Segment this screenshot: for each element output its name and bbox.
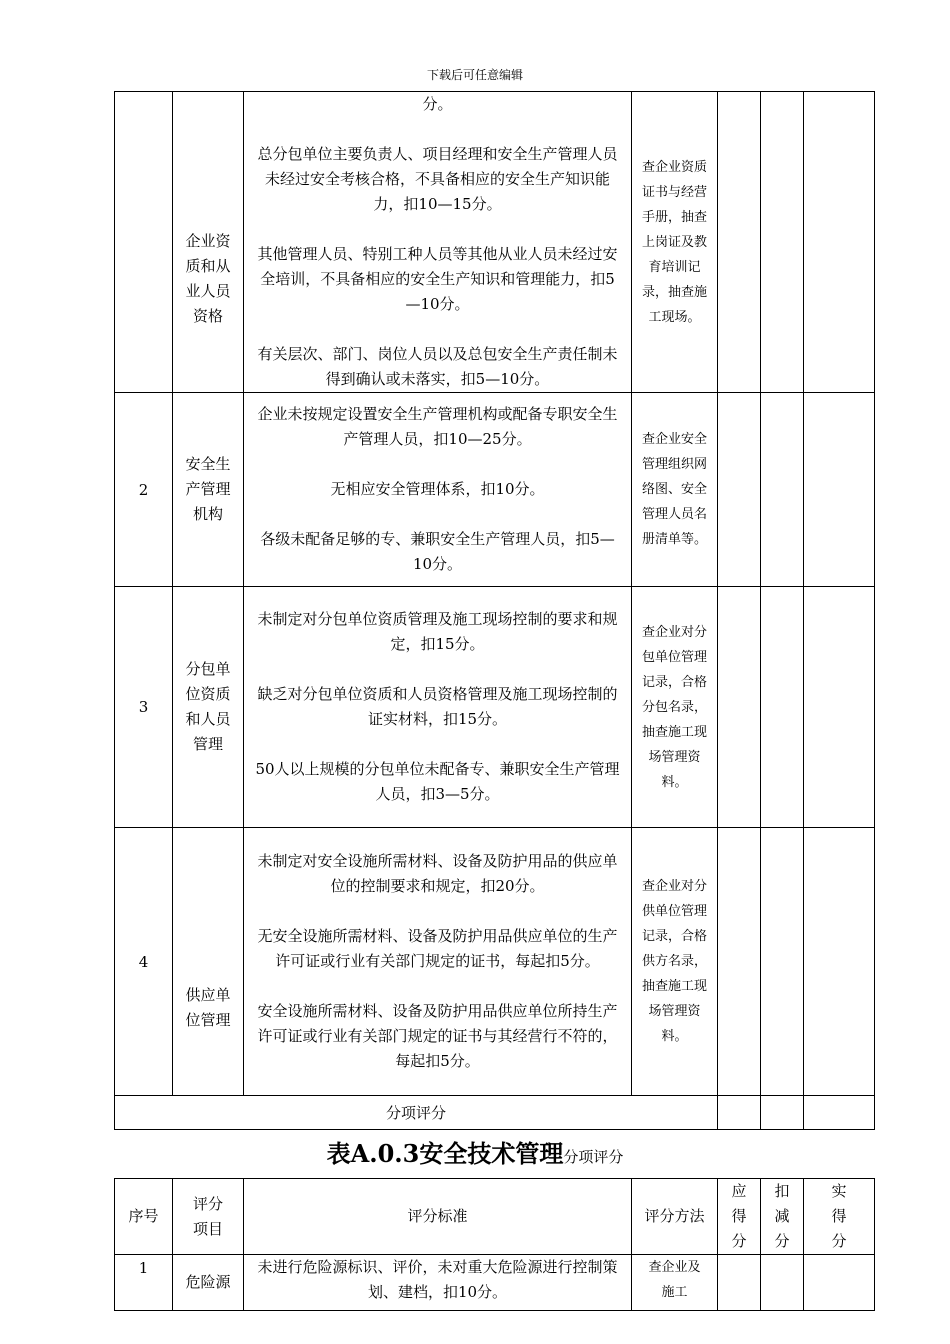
deducted-score-cell	[761, 1255, 804, 1311]
table-header-row	[115, 1179, 875, 1255]
page-header: 下载后可任意编辑	[426, 68, 523, 82]
standard-line: 分。	[422, 95, 453, 113]
standard-line: 其他管理人员、特别工种人员等其他从业人员未经过安全培训，不具备相应的安全生产知识和管理能力，扣5—10分。	[257, 245, 618, 313]
standard-line: 未制定对分包单位资质管理及施工现场控制的要求和规定，扣15分。	[257, 610, 618, 653]
scoring-method: 查企业对分包单位管理记录，合格分包名录，抽查施工现场管理资料。	[632, 587, 718, 828]
actual-score-cell	[804, 1255, 875, 1311]
scoring-method: 查企业对分供单位管理记录，合格供方名录，抽查施工现场管理资料。	[632, 828, 718, 1096]
scoring-standard	[244, 92, 632, 393]
column-header: 应得分	[718, 1179, 761, 1255]
scoring-item: 安全生产管理机构	[173, 393, 244, 587]
deducted-score-cell	[761, 828, 804, 1096]
standard-line: 缺乏对分包单位资质和人员资格管理及施工现场控制的证实材料，扣15分。	[257, 685, 618, 728]
actual-score-cell	[804, 1096, 875, 1130]
standard-line: 50人以上规模的分包单位未配备专、兼职安全生产管理人员，扣3—5分。	[255, 760, 620, 803]
row-number	[115, 92, 173, 393]
standard-line: 有关层次、部门、岗位人员以及总包安全生产责任制未得到确认或未落实，扣5—10分。	[257, 345, 618, 388]
row-number: 2	[115, 393, 173, 587]
scoring-method: 查企业及施工	[632, 1255, 718, 1311]
actual-score-cell	[804, 393, 875, 587]
column-header: 评分项目	[173, 1179, 244, 1255]
column-header: 评分方法	[632, 1179, 718, 1255]
scoring-item: 危险源	[173, 1255, 244, 1311]
scoring-standard: 未进行危险源标识、评价，未对重大危险源进行控制策划、建档，扣10分。	[244, 1255, 632, 1311]
column-header: 序号	[115, 1179, 173, 1255]
deserved-score-cell	[718, 587, 761, 828]
row-number: 1	[115, 1255, 173, 1311]
scoring-table-a03	[114, 1178, 875, 1311]
table-row	[115, 587, 875, 828]
scoring-item: 企业资质和从业人员资格	[173, 92, 244, 393]
table-row	[115, 92, 875, 393]
standard-line: 无安全设施所需材料、设备及防护用品供应单位的生产许可证或行业有关部门规定的证书，每起扣5分。	[257, 927, 618, 970]
scoring-standard	[244, 587, 632, 828]
row-number: 3	[115, 587, 173, 828]
deducted-score-cell	[761, 92, 804, 393]
deserved-score-cell	[718, 393, 761, 587]
deducted-score-cell	[761, 1096, 804, 1130]
standard-line: 安全设施所需材料、设备及防护用品供应单位所持生产许可证或行业有关部门规定的证书与其经营行不符的，每起扣5分。	[257, 1002, 618, 1070]
scoring-standard	[244, 828, 632, 1096]
scoring-table-a02	[114, 91, 875, 1130]
row-number: 4	[115, 828, 173, 1096]
scoring-method: 查企业安全管理组织网络图、安全管理人员名册清单等。	[632, 393, 718, 587]
standard-line: 未制定对安全设施所需材料、设备及防护用品的供应单位的控制要求和规定，扣20分。	[257, 852, 618, 895]
actual-score-cell	[804, 92, 875, 393]
deserved-score-cell	[718, 1255, 761, 1311]
table-title-sub: 分项评分	[563, 1148, 624, 1166]
actual-score-cell	[804, 828, 875, 1096]
scoring-item: 供应单位管理	[173, 828, 244, 1096]
actual-score-cell	[804, 587, 875, 828]
column-header: 扣减分	[761, 1179, 804, 1255]
column-header: 实得分	[804, 1179, 875, 1255]
table-row	[115, 1255, 875, 1311]
column-header: 评分标准	[244, 1179, 632, 1255]
table-row	[115, 393, 875, 587]
scoring-standard	[244, 393, 632, 587]
scoring-method: 查企业资质证书与经营手册，抽查上岗证及教育培训记录，抽查施工现场。	[632, 92, 718, 393]
deserved-score-cell	[718, 92, 761, 393]
standard-line: 无相应安全管理体系，扣10分。	[330, 480, 545, 498]
subtotal-row	[115, 1096, 875, 1130]
scoring-item: 分包单位资质和人员管理	[173, 587, 244, 828]
table-row	[115, 828, 875, 1096]
deducted-score-cell	[761, 587, 804, 828]
standard-line: 各级未配备足够的专、兼职安全生产管理人员，扣5—10分。	[260, 530, 615, 573]
standard-line: 总分包单位主要负责人、项目经理和安全生产管理人员未经过安全考核合格，不具备相应的安全生产知识能力，扣10—15分。	[257, 145, 618, 213]
deserved-score-cell	[718, 1096, 761, 1130]
standard-line: 企业未按规定设置安全生产管理机构或配备专职安全生产管理人员，扣10—25分。	[257, 405, 618, 448]
table-title	[0, 1134, 950, 1169]
deducted-score-cell	[761, 393, 804, 587]
deserved-score-cell	[718, 828, 761, 1096]
subtotal-label: 分项评分	[115, 1096, 718, 1130]
table-title-main: 表A.0.3安全技术管理	[326, 1139, 564, 1168]
